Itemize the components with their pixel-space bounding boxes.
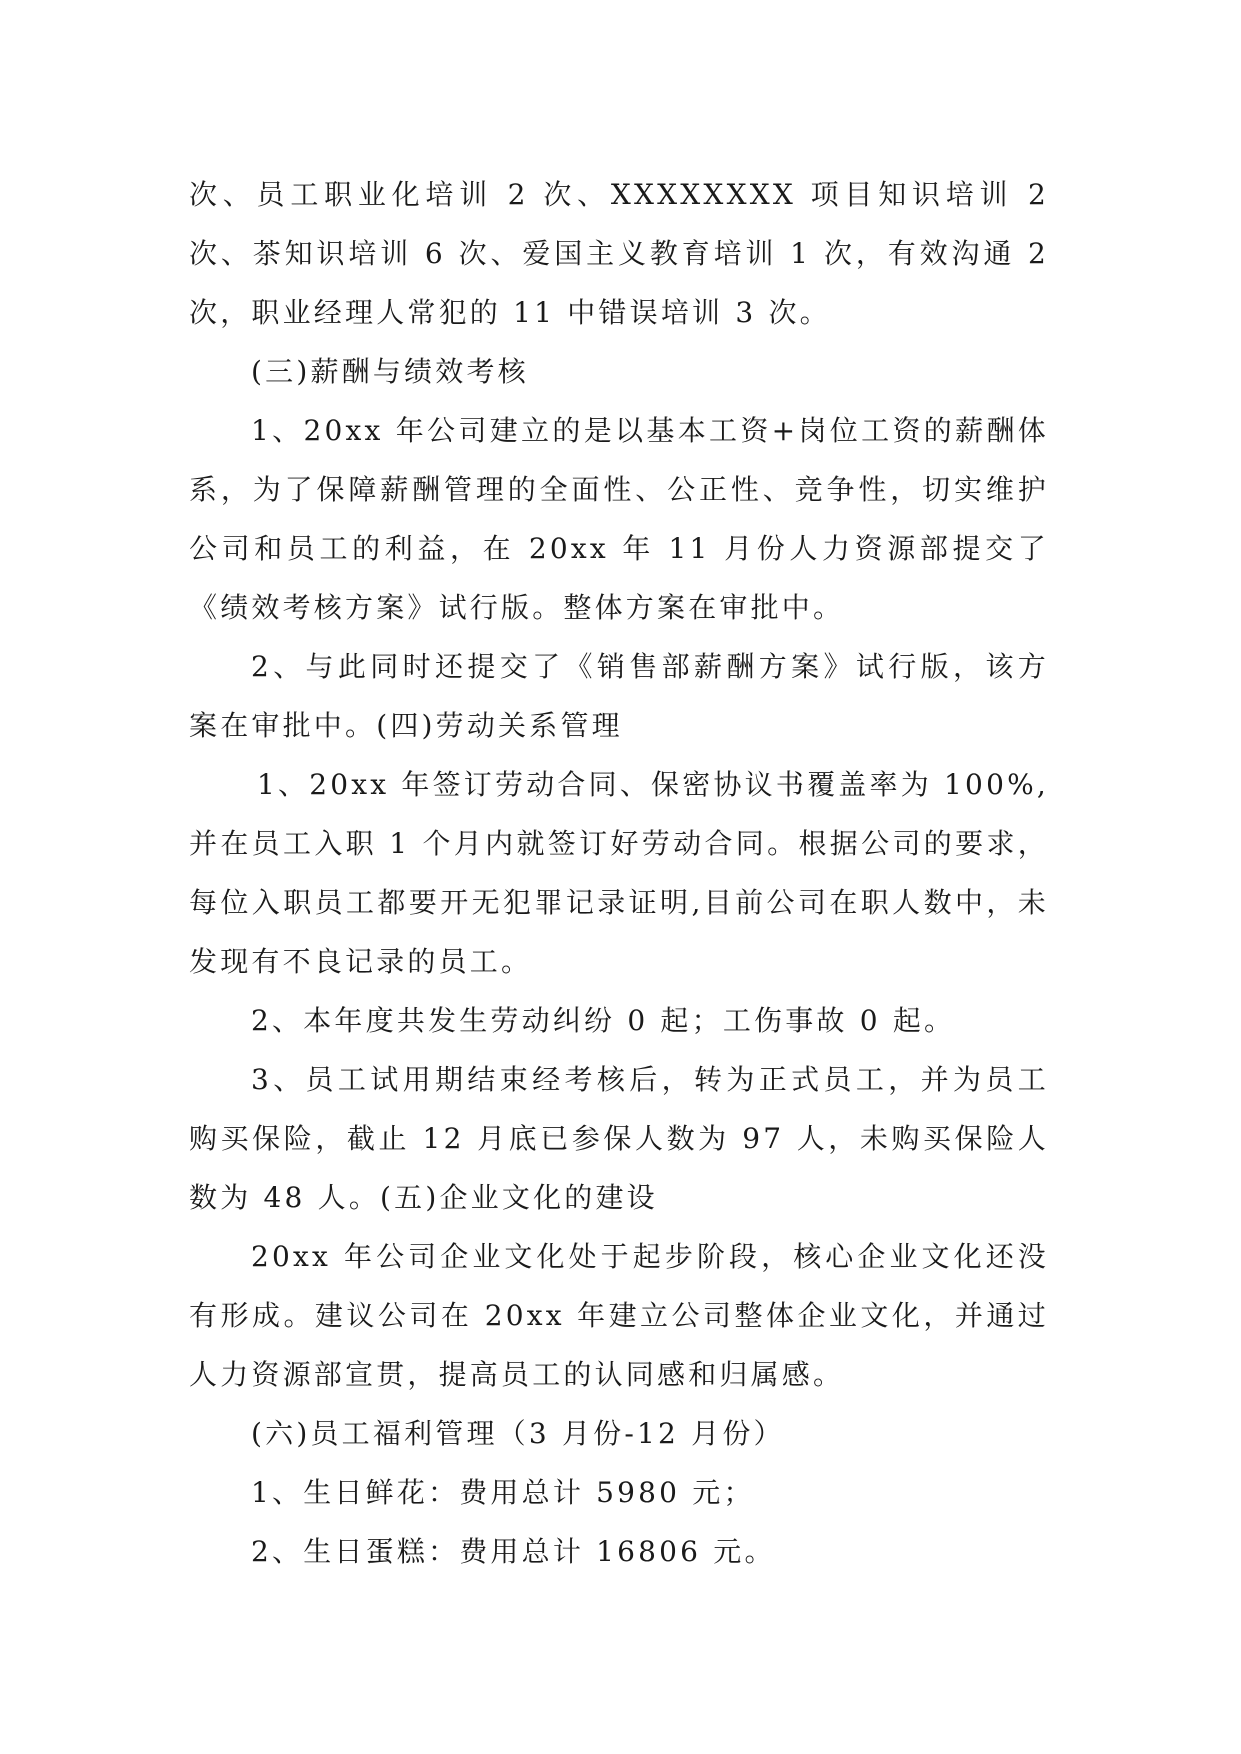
- heading-compensation-performance: (三)薪酬与绩效考核: [251, 355, 529, 388]
- paragraph-training-summary: 次、员工职业化培训 2 次、XXXXXXXX 项目知识培训 2 次、茶知识培训 6 次、爱国主义教育培训 1 次，有效沟通 2 次，职业经理人常犯的 11 中错误培训 3 次。: [189, 178, 1049, 329]
- heading-welfare: (六)员工福利管理（3 月份-12 月份）: [251, 1417, 785, 1450]
- document-body: [189, 165, 1049, 1581]
- paragraph-labor-2: 2、本年度共发生劳动纠纷 0 起；工伤事故 0 起。: [251, 1004, 956, 1037]
- paragraph-welfare-cakes: 2、生日蛋糕：费用总计 16806 元。: [251, 1535, 776, 1568]
- paragraph-culture: 20xx 年公司企业文化处于起步阶段，核心企业文化还没有形成。建议公司在 20xx 年建立公司整体企业文化，并通过人力资源部宣贯，提高员工的认同感和归属感。: [189, 1240, 1049, 1391]
- paragraph-welfare-flowers: 1、生日鲜花：费用总计 5980 元；: [251, 1476, 755, 1509]
- paragraph-compensation-1: 1、20xx 年公司建立的是以基本工资+岗位工资的薪酬体系，为了保障薪酬管理的全面性、公正性、竞争性，切实维护公司和员工的利益，在 20xx 年 11 月份人力资源部提交了《绩效考核方案》试行版。整体方案在审批中。: [189, 414, 1049, 624]
- paragraph-compensation-2: 2、与此同时还提交了《销售部薪酬方案》试行版，该方案在审批中。(四)劳动关系管理: [189, 650, 1049, 742]
- paragraph-labor-1: 1、20xx 年签订劳动合同、保密协议书覆盖率为 100%,并在员工入职 1 个月内就签订好劳动合同。根据公司的要求，每位入职员工都要开无犯罪记录证明,目前公司在职人数中，未发现有不良记录的员工。: [189, 768, 1049, 978]
- paragraph-labor-3: 3、员工试用期结束经考核后，转为正式员工，并为员工购买保险，截止 12 月底已参保人数为 97 人，未购买保险人数为 48 人。(五)企业文化的建设: [189, 1063, 1049, 1214]
